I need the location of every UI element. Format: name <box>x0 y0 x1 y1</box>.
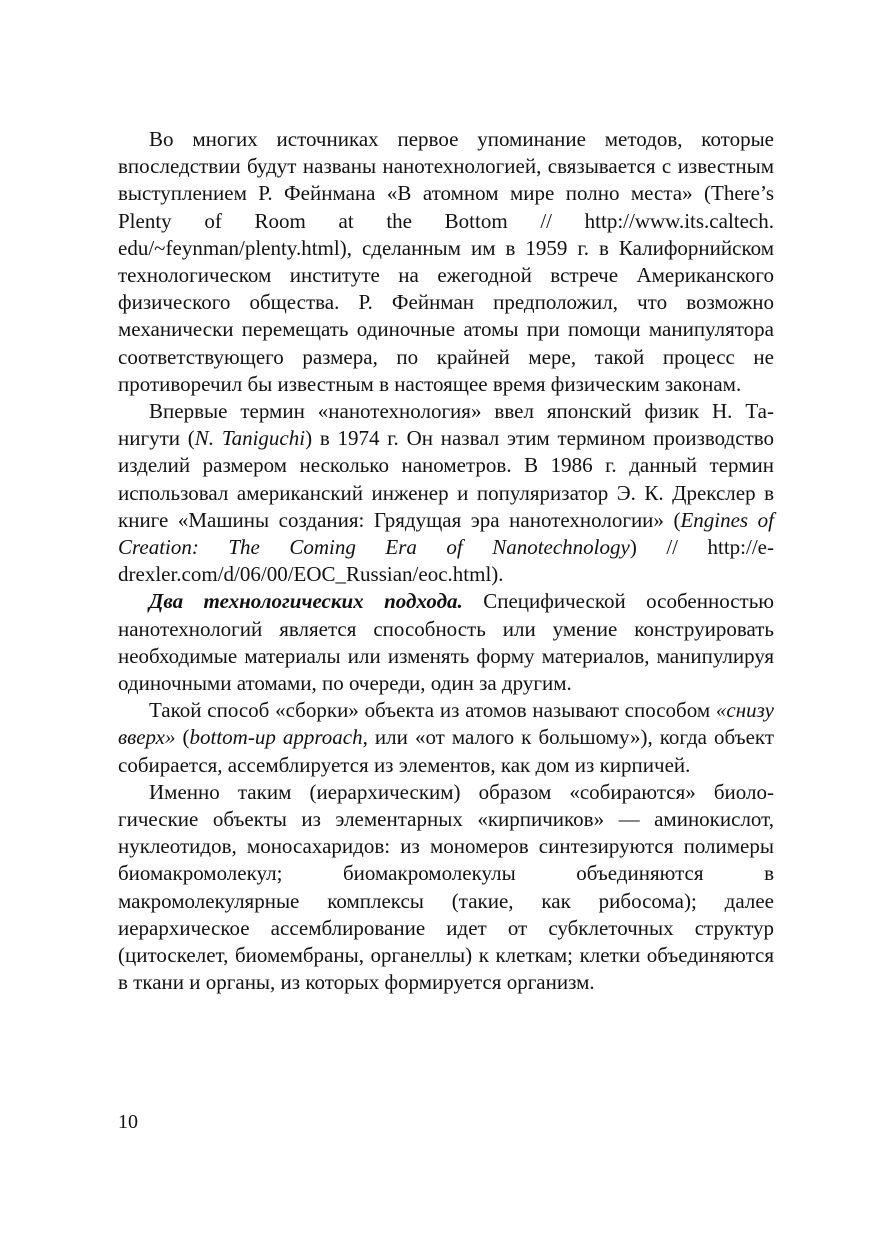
paragraph-taniguchi-text-3: ) // http://e-drexler.com/d/06/00/EOC_Russian/eoc.html). <box>118 535 774 587</box>
paragraph-bottom-up-text-1: Такой способ «сборки» объекта из атомов называют способом <box>149 698 716 723</box>
paragraph-taniguchi-name: N. Taniguchi <box>194 426 306 451</box>
page-body <box>118 126 774 997</box>
section-lead-heading: Два технологических подхода. <box>149 589 463 614</box>
paragraph-feynman <box>118 126 774 398</box>
page-number: 10 <box>118 1111 138 1133</box>
paragraph-bottom-up <box>118 697 774 779</box>
paragraph-hierarchy-text: Именно таким (иерархическим) образом «собираются» биологические объекты из элементарных «кирпичиков» — аминокислот, нуклеотидов, моносахаридов: из мономеров синтезируются полимеры биомакромолекул; биомакромолекулы объединяются в макромолекулярные комплексы (такие, как рибосома); далее иерархическое ассемблирование идет от субклеточных структур (цитоскелет, биомембраны, органеллы) к клеткам; клетки объединяются в ткани и органы, из которых формируется организм. <box>118 779 774 995</box>
paragraph-taniguchi <box>118 398 774 588</box>
paragraph-bottom-up-text-3: , или «от малого к большому»), когда объект собирается, ассемблируется из элементов, как дом из кирпичей. <box>118 725 774 777</box>
paragraph-bottom-up-text-2: ( <box>175 725 190 750</box>
paragraph-hierarchy <box>118 779 774 997</box>
paragraph-taniguchi-book-title: Engines of Creation: The Coming Era of Nanotechnology <box>118 507 774 560</box>
paragraph-two-approaches <box>118 588 774 697</box>
paragraph-taniguchi-text-2: ) в 1974 г. Он назвал этим термином производство изделий размером несколько нанометров. В 1986 г. данный термин использовал американский инженер и популяризатор Э. К. Дрекслер в книге «Машины создания: Грядущая эра нанотехнологии» ( <box>118 426 775 532</box>
paragraph-taniguchi-text-1: Впервые термин «нанотехнология» ввел японский физик Н. Танигути ( <box>118 399 774 451</box>
paragraph-two-approaches-text: Специфической особенностью нанотехнологий является способность или умение конструировать необходимые материалы или изменять форму материалов, манипулируя одиночными атомами, по очереди, один за другим. <box>118 589 774 696</box>
paragraph-bottom-up-term-ru: «снизу вверх» <box>118 698 774 750</box>
paragraph-bottom-up-term-en: bottom-up approach <box>189 725 363 750</box>
paragraph-feynman-text: Во многих источниках первое упоминание методов, которые впоследствии будут названы нанотехнологией, связывается с известным выступлением Р. Фейнмана «В атомном мире полно места» (There’s Plenty of Room at the Bottom // http://www.its.caltech.​edu/~feynman/plenty.html), сделанным им в 1959 г. в Калифорнийском технологическом институте на ежегодной встрече Американского физического общества. Р. Фейнман предположил, что возможно механически перемещать одиночные атомы при помощи манипулятора соответствующего размера, по крайней мере, такой процесс не противоречил бы известным в настоящее время физическим законам. <box>118 127 774 396</box>
